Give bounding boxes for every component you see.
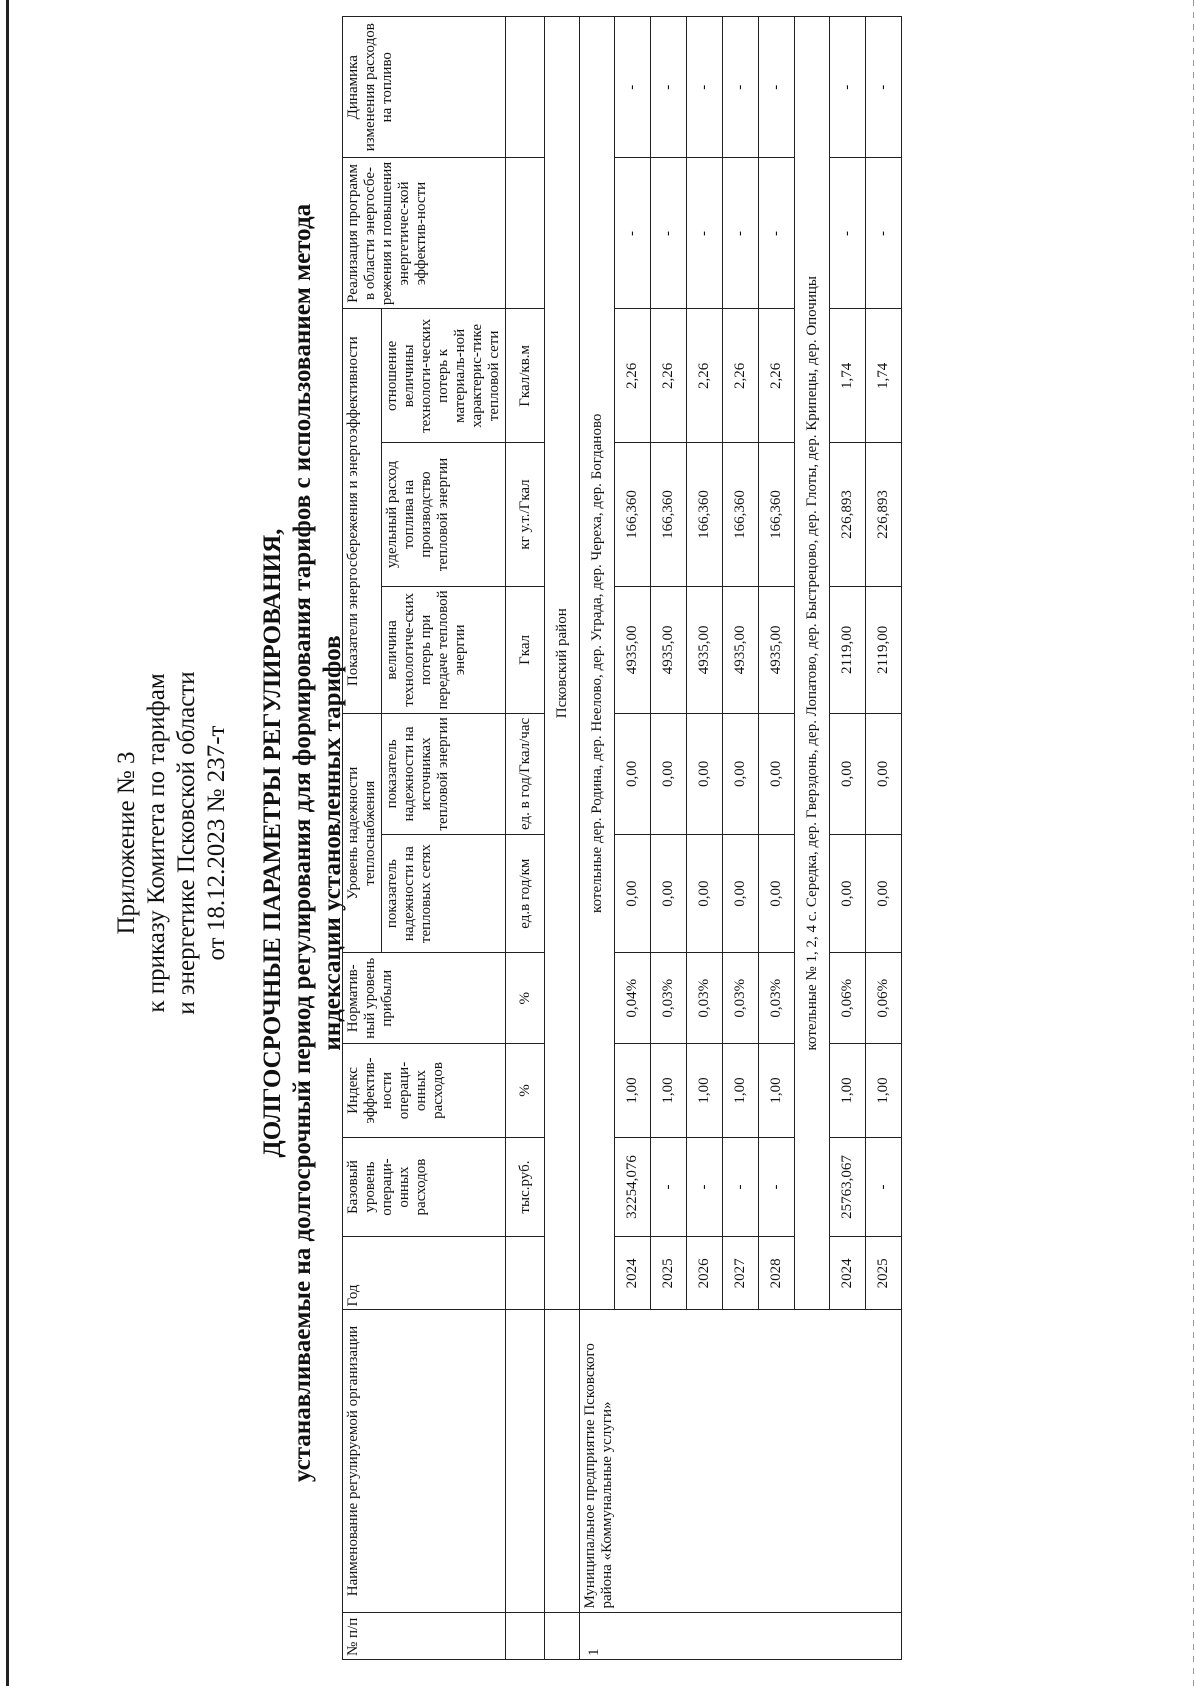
unit-fuel-rate: кг у.т./Гкал bbox=[506, 443, 545, 586]
cell-profit-level: 0,06% bbox=[830, 953, 866, 1044]
cell-fuel-dynamics: - bbox=[687, 17, 723, 158]
cell-year: 2026 bbox=[687, 1237, 723, 1310]
appendix-line: от 18.12.2023 № 237-т bbox=[203, 725, 230, 961]
cell-programs: - bbox=[687, 158, 723, 309]
cell-year: 2024 bbox=[830, 1237, 866, 1310]
cell-loss-ratio: 2,26 bbox=[723, 309, 759, 443]
cell-reliability-sources: 0,00 bbox=[830, 714, 866, 835]
district-org-cell bbox=[545, 1310, 580, 1612]
cell-loss-ratio: 1,74 bbox=[830, 309, 866, 443]
cell-loss-ratio: 2,26 bbox=[759, 309, 795, 443]
cell-reliability-networks: 0,00 bbox=[759, 834, 795, 953]
header-reliability-group: Уровень надежности теплоснабжения bbox=[343, 714, 382, 953]
appendix-line: к приказу Комитета по тарифам bbox=[143, 673, 170, 1013]
cell-profit-level: 0,03% bbox=[651, 953, 687, 1044]
unit-loss-ratio: Гкал/кв.м bbox=[506, 309, 545, 443]
cell-base-opex: 25763,067 bbox=[830, 1137, 866, 1236]
header-reliability-networks: показатель надежности на тепловых сетях bbox=[382, 834, 506, 953]
cell-reliability-networks: 0,00 bbox=[723, 834, 759, 953]
cell-base-opex: - bbox=[723, 1137, 759, 1236]
unit-efficiency-index: % bbox=[506, 1044, 545, 1138]
cell-reliability-sources: 0,00 bbox=[687, 714, 723, 835]
cell-profit-level: 0,04% bbox=[615, 953, 651, 1044]
cell-base-opex: - bbox=[651, 1137, 687, 1236]
header-energy-group: Показатели энергосбережения и энергоэффективности bbox=[343, 309, 382, 714]
appendix-header bbox=[112, 0, 232, 1686]
cell-profit-level: 0,03% bbox=[759, 953, 795, 1044]
cell-programs: - bbox=[830, 158, 866, 309]
cell-base-opex: - bbox=[866, 1137, 902, 1236]
header-org: Наименование регулируемой организации bbox=[343, 1310, 506, 1612]
cell-efficiency-index: 1,00 bbox=[723, 1044, 759, 1138]
title-line: устанавливаемые на долгосрочный период регулирования для формирования тарифов с использованием метода bbox=[289, 203, 316, 1483]
cell-profit-level: 0,03% bbox=[687, 953, 723, 1044]
appendix-line: и энергетике Псковской области bbox=[173, 671, 200, 1015]
cell-efficiency-index: 1,00 bbox=[759, 1044, 795, 1138]
cell-fuel-dynamics: - bbox=[651, 17, 687, 158]
cell-reliability-networks: 0,00 bbox=[687, 834, 723, 953]
unit-heat-losses: Гкал bbox=[506, 586, 545, 713]
district-row bbox=[545, 17, 580, 1660]
unit-reliability-sources: ед. в год/Гкал/час bbox=[506, 714, 545, 835]
cell-programs: - bbox=[651, 158, 687, 309]
cell-heat-losses: 4935,00 bbox=[651, 586, 687, 713]
cell-loss-ratio: 2,26 bbox=[615, 309, 651, 443]
cell-loss-ratio: 2,26 bbox=[687, 309, 723, 443]
cell-reliability-sources: 0,00 bbox=[615, 714, 651, 835]
cell-programs: - bbox=[615, 158, 651, 309]
cell-efficiency-index: 1,00 bbox=[687, 1044, 723, 1138]
group-label: котельные № 1, 2, 4 с. Середка, дер. Гверздонь, дер. Лопатово, дер. Быстрецово, дер. Глоты, дер. Крипецы, дер. Опочицы bbox=[795, 17, 830, 1311]
cell-reliability-sources: 0,00 bbox=[651, 714, 687, 835]
document-title bbox=[258, 0, 348, 1686]
units-cell bbox=[506, 17, 545, 158]
cell-year: 2024 bbox=[615, 1237, 651, 1310]
district-num-cell bbox=[545, 1612, 580, 1659]
cell-fuel-dynamics: - bbox=[866, 17, 902, 158]
title-line: индексации установленных тарифов bbox=[319, 635, 346, 1051]
cell-fuel-rate: 226,893 bbox=[866, 443, 902, 586]
cell-fuel-rate: 226,893 bbox=[830, 443, 866, 586]
header-efficiency-index: Индекс эффектив-ности операци-онных расходов bbox=[343, 1044, 506, 1138]
header-profit-level: Норматив-ный уровень прибыли bbox=[343, 953, 506, 1044]
unit-base-opex: тыс.руб. bbox=[506, 1137, 545, 1236]
cell-heat-losses: 4935,00 bbox=[687, 586, 723, 713]
cell-reliability-sources: 0,00 bbox=[866, 714, 902, 835]
cell-reliability-sources: 0,00 bbox=[723, 714, 759, 835]
header-heat-losses: величина технологиче-ских потерь при передаче тепловой энергии bbox=[382, 586, 506, 713]
cell-programs: - bbox=[723, 158, 759, 309]
cell-efficiency-index: 1,00 bbox=[615, 1044, 651, 1138]
cell-heat-losses: 4935,00 bbox=[723, 586, 759, 713]
cell-heat-losses: 2119,00 bbox=[866, 586, 902, 713]
cell-year: 2028 bbox=[759, 1237, 795, 1310]
cell-reliability-networks: 0,00 bbox=[651, 834, 687, 953]
cell-fuel-rate: 166,360 bbox=[723, 443, 759, 586]
cell-fuel-dynamics: - bbox=[759, 17, 795, 158]
cell-loss-ratio: 2,26 bbox=[651, 309, 687, 443]
cell-heat-losses: 4935,00 bbox=[759, 586, 795, 713]
cell-fuel-dynamics: - bbox=[723, 17, 759, 158]
cell-fuel-rate: 166,360 bbox=[759, 443, 795, 586]
cell-fuel-rate: 166,360 bbox=[651, 443, 687, 586]
cell-heat-losses: 2119,00 bbox=[830, 586, 866, 713]
header-loss-ratio: отношение величины технологи-ческих потерь к материаль-ной характерис-тике тепловой сети bbox=[382, 309, 506, 443]
org-name: Муниципальное предприятие Псковского района «Коммунальные услуги» bbox=[580, 1310, 902, 1612]
header-fuel-dynamics: Динамика изменения расходов на топливо bbox=[343, 17, 506, 158]
cell-fuel-dynamics: - bbox=[830, 17, 866, 158]
cell-fuel-rate: 166,360 bbox=[687, 443, 723, 586]
cell-reliability-networks: 0,00 bbox=[615, 834, 651, 953]
unit-profit-level: % bbox=[506, 953, 545, 1044]
header-num: № п/п bbox=[343, 1612, 506, 1659]
units-cell bbox=[506, 1237, 545, 1310]
cell-reliability-networks: 0,00 bbox=[866, 834, 902, 953]
cell-base-opex: 32254,076 bbox=[615, 1137, 651, 1236]
parameters-table bbox=[342, 16, 902, 1660]
cell-loss-ratio: 1,74 bbox=[866, 309, 902, 443]
units-cell bbox=[506, 1310, 545, 1612]
unit-reliability-networks: ед.в год/км bbox=[506, 834, 545, 953]
group-label: котельные дер. Родина, дер. Неелово, дер. Уграда, дер. Череха, дер. Богданово bbox=[580, 17, 615, 1311]
org-number: 1 bbox=[580, 1612, 902, 1659]
group-row bbox=[580, 17, 615, 1660]
cell-efficiency-index: 1,00 bbox=[830, 1044, 866, 1138]
cell-year: 2025 bbox=[866, 1237, 902, 1310]
cell-reliability-networks: 0,00 bbox=[830, 834, 866, 953]
appendix-line: Приложение № 3 bbox=[113, 751, 140, 935]
header-reliability-sources: показатель надежности на источниках тепловой энергии bbox=[382, 714, 506, 835]
cell-base-opex: - bbox=[687, 1137, 723, 1236]
units-cell bbox=[506, 1612, 545, 1659]
cell-year: 2027 bbox=[723, 1237, 759, 1310]
cell-profit-level: 0,03% bbox=[723, 953, 759, 1044]
header-programs: Реализация программ в области энергосбе-режения и повышения энергетичес-кой эффектив-ности bbox=[343, 158, 506, 309]
cell-efficiency-index: 1,00 bbox=[866, 1044, 902, 1138]
cell-programs: - bbox=[866, 158, 902, 309]
cell-efficiency-index: 1,00 bbox=[651, 1044, 687, 1138]
cell-reliability-sources: 0,00 bbox=[759, 714, 795, 835]
cell-fuel-dynamics: - bbox=[615, 17, 651, 158]
cell-heat-losses: 4935,00 bbox=[615, 586, 651, 713]
title-line: ДОЛГОСРОЧНЫЕ ПАРАМЕТРЫ РЕГУЛИРОВАНИЯ, bbox=[259, 528, 286, 1158]
cell-profit-level: 0,06% bbox=[866, 953, 902, 1044]
header-base-opex: Базовый уровень операци-онных расходов bbox=[343, 1137, 506, 1236]
cell-fuel-rate: 166,360 bbox=[615, 443, 651, 586]
header-fuel-rate: удельный расход топлива на производство тепловой энергии bbox=[382, 443, 506, 586]
header-year: Год bbox=[343, 1237, 506, 1310]
district-name: Псковский район bbox=[545, 17, 580, 1311]
cell-base-opex: - bbox=[759, 1137, 795, 1236]
units-cell bbox=[506, 158, 545, 309]
cell-year: 2025 bbox=[651, 1237, 687, 1310]
cell-programs: - bbox=[759, 158, 795, 309]
